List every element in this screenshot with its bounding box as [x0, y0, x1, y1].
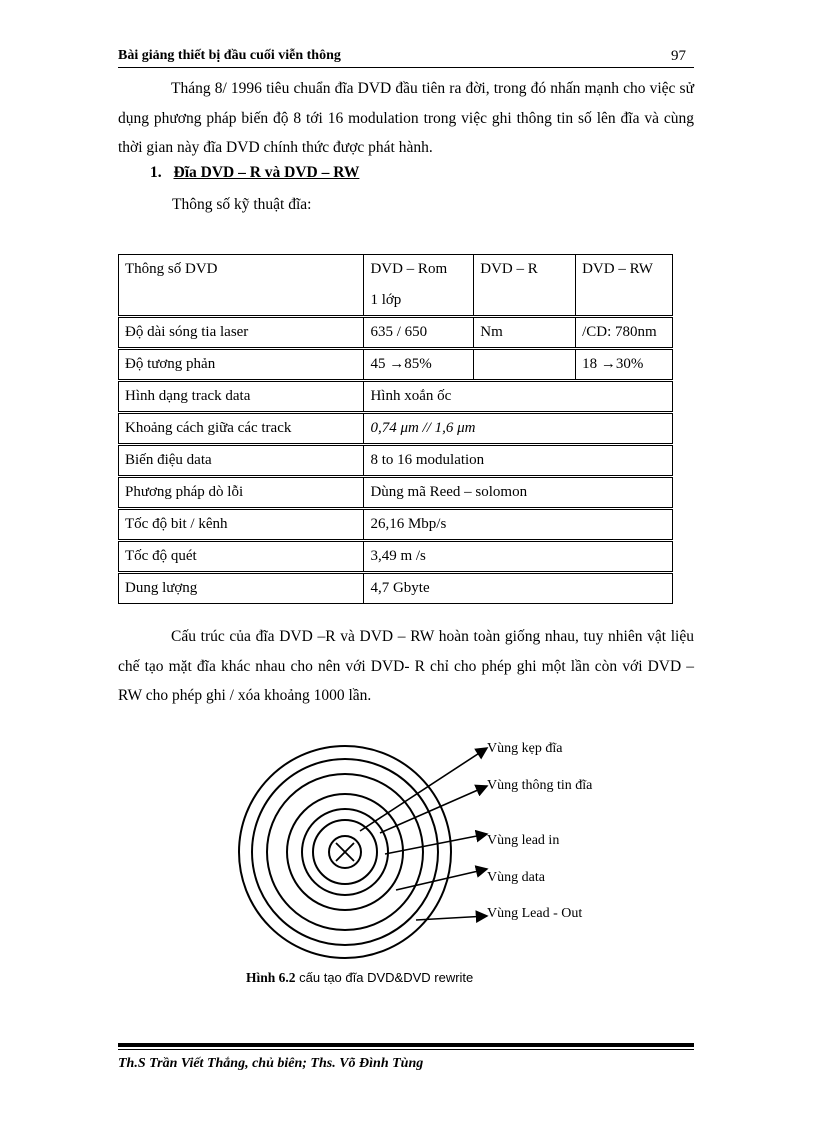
table-cell: Tốc độ bit / kênh: [119, 509, 364, 541]
table-cell: 635 / 650: [364, 317, 474, 349]
table-cell: Nm: [474, 317, 576, 349]
table-cell: Tốc độ quét: [119, 541, 364, 573]
table-cell: 4,7 Gbyte: [364, 573, 673, 604]
table-cell: Dung lượng: [119, 573, 364, 604]
figure-caption-text: cấu tạo đĩa DVD&DVD rewrite: [295, 970, 474, 985]
intro-paragraph: Tháng 8/ 1996 tiêu chuẩn đĩa DVD đầu tiên ra đời, trong đó nhấn mạnh cho việc sử dụng phương pháp biến độ 8 tới 16 modulation trong việc ghi thông tin số lên đĩa và cùng thời gian này đĩa DVD chính thức được phát hành.: [118, 80, 694, 156]
figure-number: Hình 6.2: [246, 970, 296, 985]
table-cell: 18 →30%: [576, 349, 673, 381]
table-row: [119, 541, 673, 573]
table-cell: 3,49 m /s: [364, 541, 673, 573]
table-cell: [474, 349, 576, 381]
header-title: Bài giảng thiết bị đầu cuối viễn thông: [118, 48, 341, 63]
arrow-data: [396, 869, 487, 890]
page-footer: Th.S Trần Viết Thắng, chủ biên; Ths. Võ Đình Tùng: [118, 1056, 424, 1071]
figure-caption: [246, 970, 473, 986]
structure-paragraph: Cấu trúc của đĩa DVD –R và DVD – RW hoàn toàn giống nhau, tuy nhiên vật liệu chế tạo mặt đĩa khác nhau cho nên với DVD- R chỉ cho phép ghi một lần còn với DVD – RW cho phép ghi / xóa khoảng 1000 lần.: [118, 628, 694, 704]
section-number: 1.: [150, 164, 162, 181]
table-cell: Dùng mã Reed – solomon: [364, 477, 673, 509]
table-header-row: [119, 255, 673, 317]
table-cell: DVD – RW: [576, 255, 673, 317]
label-info-zone: Vùng thông tin đĩa: [487, 778, 593, 793]
table-cell: 0,74 μm // 1,6 μm: [364, 413, 673, 445]
table-row: [119, 381, 673, 413]
table-row: [119, 477, 673, 509]
table-cell: Phương pháp dò lỗi: [119, 477, 364, 509]
table-cell: 45 →85%: [364, 349, 474, 381]
spec-table: [118, 254, 673, 604]
arrow-lead-out: [416, 916, 487, 920]
footer-rule-thick: [118, 1043, 694, 1047]
table-cell: Độ dài sóng tia laser: [119, 317, 364, 349]
table-cell: Khoảng cách giữa các track: [119, 413, 364, 445]
table-row: [119, 573, 673, 604]
arrow-clamp-zone: [360, 748, 487, 831]
label-clamp-zone: Vùng kẹp đĩa: [487, 741, 563, 756]
section-subtitle: Thông số kỹ thuật đĩa:: [172, 196, 312, 213]
footer-rule-thin: [118, 1049, 694, 1050]
table-cell: Hình xoắn ốc: [364, 381, 673, 413]
section-heading: [150, 164, 359, 182]
section-title: Đĩa DVD – R và DVD – RW: [173, 164, 360, 181]
table-cell: Hình dạng track data: [119, 381, 364, 413]
structure-paragraph-block: [118, 622, 694, 711]
table-cell: [364, 255, 474, 317]
table-cell: Độ tương phản: [119, 349, 364, 381]
table-cell: 8 to 16 modulation: [364, 445, 673, 477]
table-row: [119, 349, 673, 381]
table-cell: Thông số DVD: [119, 255, 364, 317]
page-number: 97: [671, 48, 686, 64]
table-cell: 26,16 Mbp/s: [364, 509, 673, 541]
table-cell: /CD: 780nm: [576, 317, 673, 349]
table-cell: DVD – R: [474, 255, 576, 317]
table-row: [119, 413, 673, 445]
table-row: [119, 445, 673, 477]
page-header: [118, 48, 694, 68]
label-lead-out: Vùng Lead - Out: [487, 906, 583, 921]
table-row: [119, 509, 673, 541]
table-cell-line: DVD – Rom: [370, 261, 448, 277]
table-cell: Biến điệu data: [119, 445, 364, 477]
table-row: [119, 317, 673, 349]
dvd-structure-diagram: [230, 728, 650, 968]
label-data-zone: Vùng data: [487, 870, 545, 885]
table-cell-line: 1 lớp: [370, 292, 402, 308]
label-lead-in: Vùng lead in: [487, 833, 560, 848]
